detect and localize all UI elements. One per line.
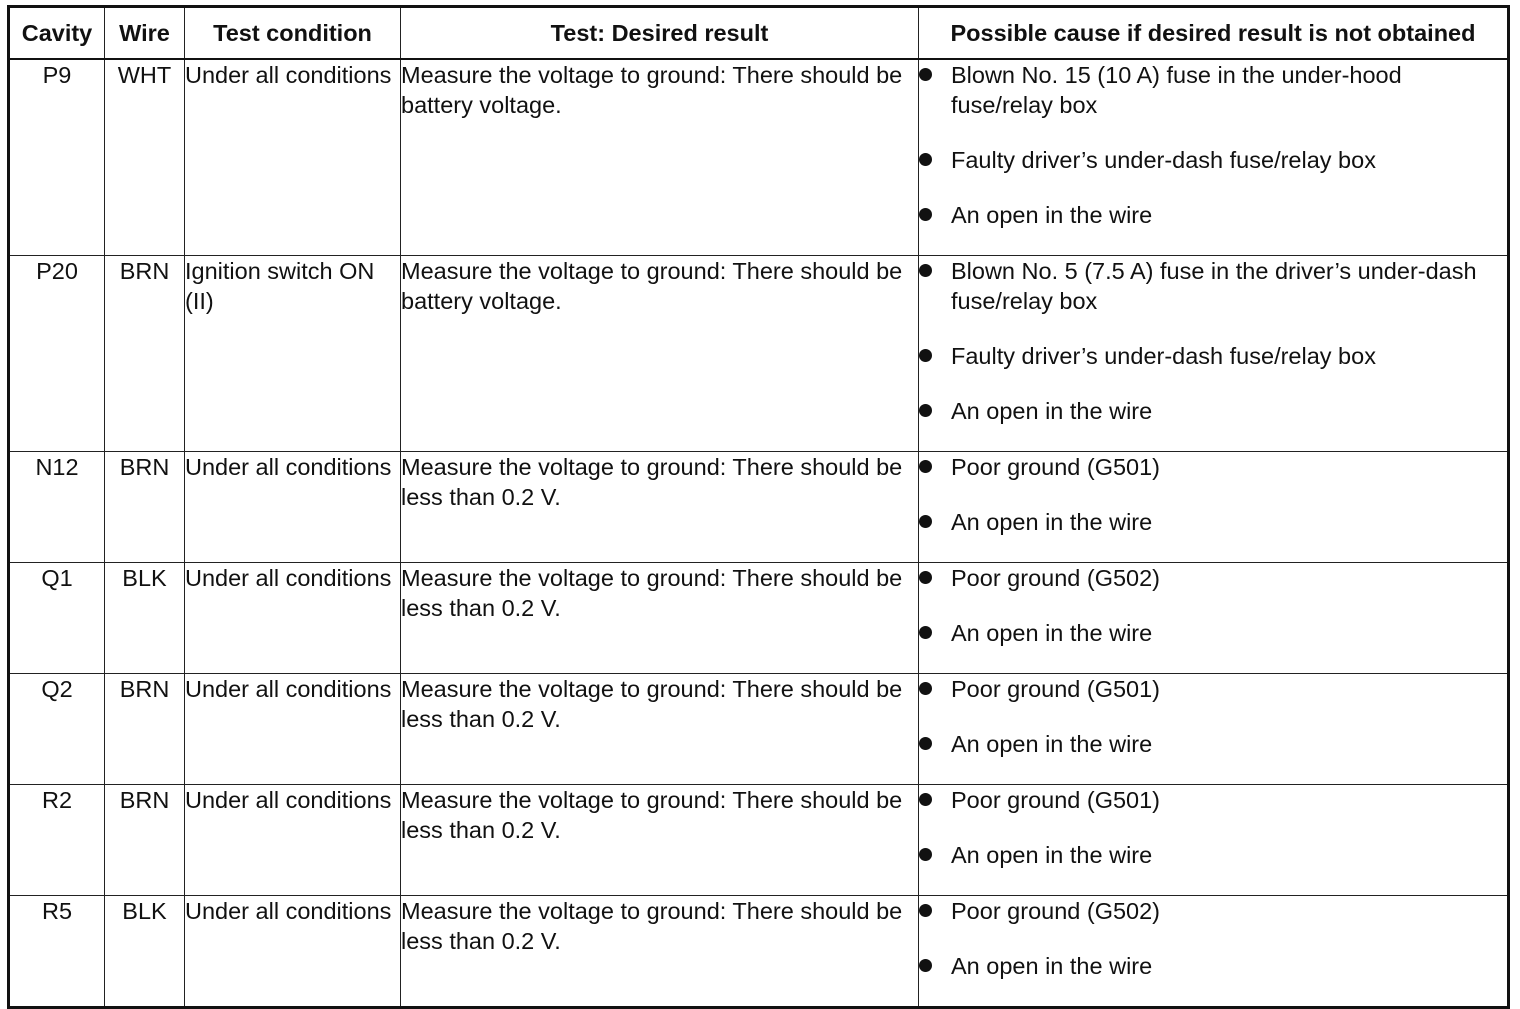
wire-cell: BRN xyxy=(105,674,185,785)
possible-cause-cell xyxy=(919,452,1509,563)
table-row xyxy=(9,674,1509,785)
desired-result-cell: Measure the voltage to ground: There should be battery voltage. xyxy=(401,256,919,452)
cause-list xyxy=(919,563,1507,648)
test-condition-cell: Under all conditions xyxy=(185,785,401,896)
cause-item xyxy=(919,563,1507,593)
table-row xyxy=(9,563,1509,674)
cavity-cell: R5 xyxy=(9,896,105,1008)
header-test-condition: Test condition xyxy=(185,7,401,60)
header-row xyxy=(9,7,1509,60)
cause-text: Poor ground (G501) xyxy=(951,787,1161,813)
wire-cell: BRN xyxy=(105,452,185,563)
possible-cause-cell xyxy=(919,563,1509,674)
cause-item xyxy=(919,507,1507,537)
bullet-icon xyxy=(919,68,932,81)
wire-cell: BRN xyxy=(105,785,185,896)
bullet-icon xyxy=(919,682,932,695)
header-cavity: Cavity xyxy=(9,7,105,60)
cause-item xyxy=(919,840,1507,870)
test-condition-cell: Under all conditions xyxy=(185,674,401,785)
cause-list xyxy=(919,256,1507,426)
header-test-desired-result: Test: Desired result xyxy=(401,7,919,60)
test-condition-cell: Under all conditions xyxy=(185,452,401,563)
desired-result-cell: Measure the voltage to ground: There should be less than 0.2 V. xyxy=(401,452,919,563)
possible-cause-cell xyxy=(919,59,1509,256)
test-condition-cell: Under all conditions xyxy=(185,59,401,256)
cavity-cell: P9 xyxy=(9,59,105,256)
cause-text: Poor ground (G501) xyxy=(951,454,1161,480)
cause-text: An open in the wire xyxy=(951,509,1153,535)
bullet-icon xyxy=(919,460,932,473)
table-row xyxy=(9,452,1509,563)
possible-cause-cell xyxy=(919,896,1509,1008)
bullet-icon xyxy=(919,404,932,417)
bullet-icon xyxy=(919,904,932,917)
cavity-cell: Q2 xyxy=(9,674,105,785)
cause-item xyxy=(919,256,1507,316)
cause-list xyxy=(919,674,1507,759)
bullet-icon xyxy=(919,959,932,972)
cavity-cell: N12 xyxy=(9,452,105,563)
cause-list xyxy=(919,60,1507,230)
table-header xyxy=(9,7,1509,60)
cause-text: An open in the wire xyxy=(951,620,1153,646)
cavity-cell: Q1 xyxy=(9,563,105,674)
cause-text: An open in the wire xyxy=(951,731,1153,757)
cause-text: An open in the wire xyxy=(951,202,1153,228)
cause-item xyxy=(919,618,1507,648)
cause-item xyxy=(919,341,1507,371)
cause-text: An open in the wire xyxy=(951,398,1153,424)
cause-text: Faulty driver’s under-dash fuse/relay box xyxy=(951,343,1376,369)
bullet-icon xyxy=(919,626,932,639)
wire-cell: WHT xyxy=(105,59,185,256)
cause-text: Poor ground (G502) xyxy=(951,565,1161,591)
cause-item xyxy=(919,785,1507,815)
diagnostic-table xyxy=(7,5,1510,1009)
cause-text: Poor ground (G502) xyxy=(951,898,1161,924)
cause-item xyxy=(919,896,1507,926)
bullet-icon xyxy=(919,571,932,584)
test-condition-cell: Under all conditions xyxy=(185,563,401,674)
cause-item xyxy=(919,951,1507,981)
header-wire: Wire xyxy=(105,7,185,60)
desired-result-cell: Measure the voltage to ground: There should be less than 0.2 V. xyxy=(401,563,919,674)
possible-cause-cell xyxy=(919,674,1509,785)
cause-list xyxy=(919,452,1507,537)
bullet-icon xyxy=(919,737,932,750)
cause-text: Blown No. 15 (10 A) fuse in the under-hood fuse/relay box xyxy=(951,62,1402,118)
cause-item xyxy=(919,729,1507,759)
table-body xyxy=(9,59,1509,1008)
cause-text: An open in the wire xyxy=(951,953,1153,979)
cause-list xyxy=(919,896,1507,981)
cause-text: Poor ground (G501) xyxy=(951,676,1161,702)
cause-item xyxy=(919,200,1507,230)
cause-item xyxy=(919,60,1507,120)
test-condition-cell: Under all conditions xyxy=(185,896,401,1008)
cause-list xyxy=(919,785,1507,870)
table-row xyxy=(9,896,1509,1008)
wire-cell: BRN xyxy=(105,256,185,452)
desired-result-cell: Measure the voltage to ground: There should be less than 0.2 V. xyxy=(401,674,919,785)
bullet-icon xyxy=(919,208,932,221)
cavity-cell: R2 xyxy=(9,785,105,896)
cause-text: Blown No. 5 (7.5 A) fuse in the driver’s under-dash fuse/relay box xyxy=(951,258,1477,314)
desired-result-cell: Measure the voltage to ground: There should be battery voltage. xyxy=(401,59,919,256)
cavity-cell: P20 xyxy=(9,256,105,452)
cause-item xyxy=(919,452,1507,482)
bullet-icon xyxy=(919,848,932,861)
cause-item xyxy=(919,396,1507,426)
cause-text: Faulty driver’s under-dash fuse/relay box xyxy=(951,147,1376,173)
bullet-icon xyxy=(919,793,932,806)
bullet-icon xyxy=(919,264,932,277)
possible-cause-cell xyxy=(919,256,1509,452)
test-condition-cell: Ignition switch ON (II) xyxy=(185,256,401,452)
bullet-icon xyxy=(919,515,932,528)
table-row xyxy=(9,256,1509,452)
cause-item xyxy=(919,145,1507,175)
cause-item xyxy=(919,674,1507,704)
wire-cell: BLK xyxy=(105,563,185,674)
desired-result-cell: Measure the voltage to ground: There should be less than 0.2 V. xyxy=(401,785,919,896)
wire-cell: BLK xyxy=(105,896,185,1008)
table-row xyxy=(9,785,1509,896)
possible-cause-cell xyxy=(919,785,1509,896)
bullet-icon xyxy=(919,349,932,362)
table-row xyxy=(9,59,1509,256)
cause-text: An open in the wire xyxy=(951,842,1153,868)
bullet-icon xyxy=(919,153,932,166)
desired-result-cell: Measure the voltage to ground: There should be less than 0.2 V. xyxy=(401,896,919,1008)
header-possible-cause: Possible cause if desired result is not obtained xyxy=(919,7,1509,60)
